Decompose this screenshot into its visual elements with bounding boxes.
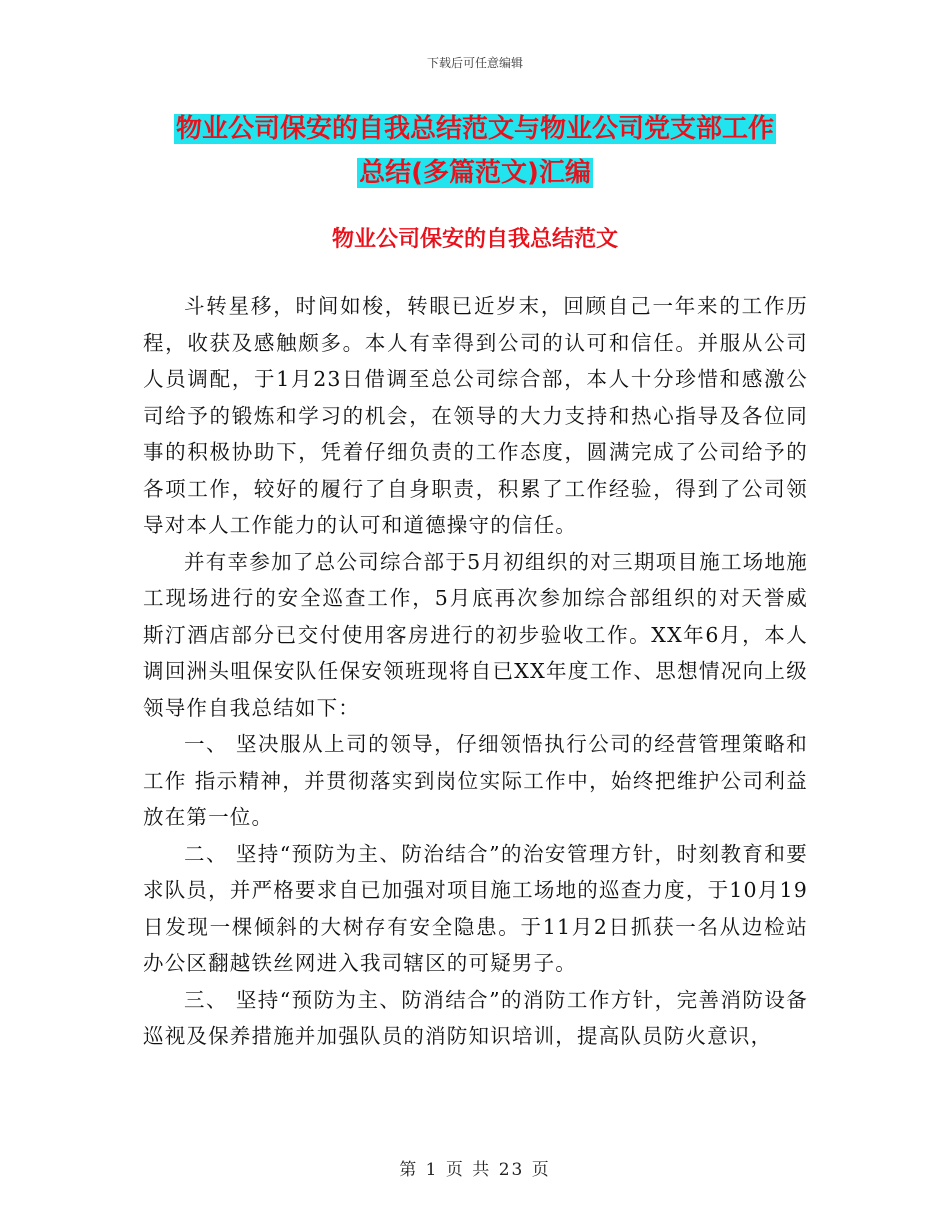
document-title-text-1: 物业公司保安的自我总结范文与物业公司党支部工作: [175, 114, 774, 144]
header-note: 下载后可任意编辑: [426, 56, 523, 70]
document-title-line-1: [0, 112, 950, 146]
paragraph: 三、 坚持“预防为主、防消结合”的消防工作方针，完善消防设备巡视及保养措施并加强队员的消防知识培训，提高队员防火意识，: [143, 987, 808, 1048]
paragraph: 并有幸参加了总公司综合部于5月初组织的对三期项目施工场地施工现场进行的安全巡查工作，5月底再次参加综合部组织的对天誉威斯汀酒店部分已交付使用客房进行的初步验收工作。XX年6月，本人调回洲头咀保安队任保安领班现将自已XX年度工作、思想情况向上级领导作自我总结如下：: [143, 549, 808, 720]
page-footer: 第 1 页 共 23 页: [399, 1160, 551, 1180]
document-title-line-2: [0, 156, 950, 190]
paragraph: 一、 坚决服从上司的领导，仔细领悟执行公司的经营管理策略和工作 指示精神，并贯彻落实到岗位实际工作中，始终把维护公司利益放在第一位。: [143, 732, 808, 829]
paragraph: 斗转星移，时间如梭，转眼已近岁末，回顾自己一年来的工作历程，收获及感触颇多。本人有幸得到公司的认可和信任。并服从公司人员调配，于1月23日借调至总公司综合部，本人十分珍惜和感激公司给予的锻炼和学习的机会，在领导的大力支持和热心指导及各位同事的积极协助下，凭着仔细负责的工作态度，圆满完成了公司给予的各项工作，较好的履行了自身职责，积累了工作经验，得到了公司领导对本人工作能力的认可和道德操守的信任。: [143, 294, 808, 537]
document-title-text-2: 总结(多篇范文)汇编: [359, 158, 591, 188]
paragraph: 二、 坚持“预防为主、防治结合”的治安管理方针，时刻教育和要求队员，并严格要求自已加强对项目施工场地的巡查力度，于10月19日发现一棵倾斜的大树存有安全隐患。于11月2日抓获一名从边检站办公区翻越铁丝网进入我司辖区的可疑男子。: [143, 841, 808, 975]
body-text: [143, 288, 808, 1055]
section-title: 物业公司保安的自我总结范文: [331, 227, 618, 252]
